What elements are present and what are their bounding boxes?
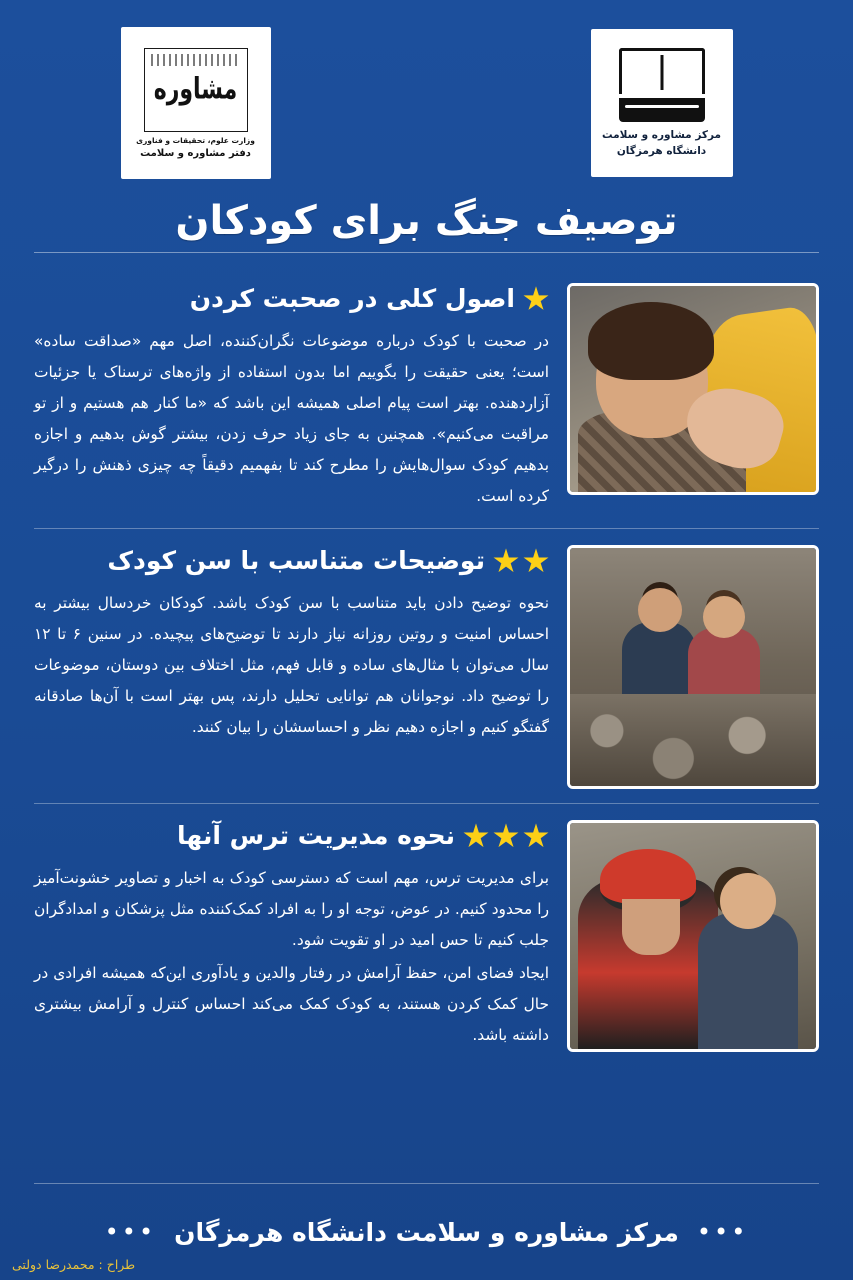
section-2-stars	[493, 548, 549, 574]
seal-text: مشاوره	[153, 72, 238, 107]
section-2-text	[34, 588, 549, 744]
footer	[0, 1183, 853, 1280]
section-2-heading-row	[34, 545, 549, 578]
section-age-appropriate	[0, 529, 853, 797]
section-3-heading-row	[34, 820, 549, 853]
star-icon	[493, 548, 519, 574]
section-1-title: اصول کلی در صحبت کردن	[189, 284, 515, 313]
section-2-paragraph-1: نحوه توضیح دادن باید متناسب با سن کودک باشد. کودکان خردسال بیشتر به احساس امنیت و روتین روزانه نیاز دارند تا توضیح‌های پیچیده. در سنین ۶ تا ۱۲ سال می‌توان با مثال‌های ساده و قابل فهم، مثل اختلاف بین دوستان، موضوعات را توضیح داد. نوجوانان هم توانایی تحلیل دارند، پس بهتر است با آن‌ها صادقانه گفتگو کنیم و اجازه دهیم نظر و احساسشان را بیان کنند.	[34, 593, 549, 737]
star-icon	[493, 823, 519, 849]
section-3-paragraph-1: برای مدیریت ترس، مهم است که دسترسی کودک به اخبار و تصاویر خشونت‌آمیز را محدود کنیم. در عوض، توجه او را به افراد کمک‌کننده مثل پزشکان و امدادگران جلب کنیم تا حس امید در او تقویت شود.	[34, 868, 549, 949]
section-general-principles	[0, 267, 853, 522]
star-icon	[523, 548, 549, 574]
section-1-paragraph-1: در صحبت با کودک درباره موضوعات نگران‌کننده، اصل مهم «صداقت ساده» است؛ یعنی حقیقت را بگوییم اما بدون استفاده از واژه‌های ترسناک یا جزئیات آزاردهنده. بهتر است پیام اصلی همیشه این باشد که «ما کنار هم هستیم و از تو مراقبت می‌کنیم». همچنین به جای زیاد حرف زدن، بیشتر گوش بدهیم و اجازه بدهیم کودک سوال‌هایش را مطرح کند تا بفهمیم دقیقاً چه چیزی ذهنش را درگیر کرده است.	[34, 331, 549, 506]
section-2-title: توضیحات متناسب با سن کودک	[107, 546, 485, 576]
title-divider	[34, 252, 819, 253]
title-block	[0, 196, 853, 267]
section-1-text	[34, 326, 549, 513]
photo-rescuer-with-girl	[567, 820, 819, 1052]
section-3-text	[34, 863, 549, 1052]
designer-credit: طراح : محمدرضا دولتی	[12, 1257, 136, 1272]
logo-left	[591, 29, 733, 177]
logo-row	[0, 0, 853, 196]
star-icon	[463, 823, 489, 849]
ministry-seal-icon	[144, 48, 248, 132]
logo-right-caption-ministry: وزارت علوم، تحقیقات و فناوری	[136, 135, 255, 145]
logo-right-caption-office: دفتر مشاوره و سلامت	[140, 147, 251, 159]
section-3-stars	[463, 823, 549, 849]
logo-right	[121, 27, 271, 179]
logo-left-caption-line1: مرکز مشاوره و سلامت	[602, 129, 721, 142]
footer-organization: مرکز مشاوره و سلامت دانشگاه هرمزگان	[174, 1217, 679, 1247]
section-1-heading-row	[34, 283, 549, 316]
photo-child-comforted	[567, 283, 819, 495]
section-3-paragraph-2: ایجاد فضای امن، حفظ آرامش در رفتار والدین و یادآوری این‌که همیشه افرادی در حال کمک کردن هستند، به کودک کمک می‌کند احساس کنترل و آرامش بیشتری داشته باشد.	[34, 963, 549, 1045]
logo-left-caption-line2: دانشگاه هرمزگان	[616, 145, 707, 157]
section-1-stars	[523, 286, 549, 312]
page-title: توصیف جنگ برای کودکان	[175, 198, 678, 244]
section-fear-management	[0, 804, 853, 1061]
star-icon	[523, 823, 549, 849]
star-icon	[523, 286, 549, 312]
photo-two-children-rubble	[567, 545, 819, 789]
book-waves-logo-icon	[619, 48, 705, 122]
dots-left: •••	[104, 1218, 157, 1246]
sections	[0, 267, 853, 1183]
section-3-title: نحوه مدیریت ترس آنها	[177, 821, 455, 851]
dots-right: •••	[696, 1218, 749, 1246]
